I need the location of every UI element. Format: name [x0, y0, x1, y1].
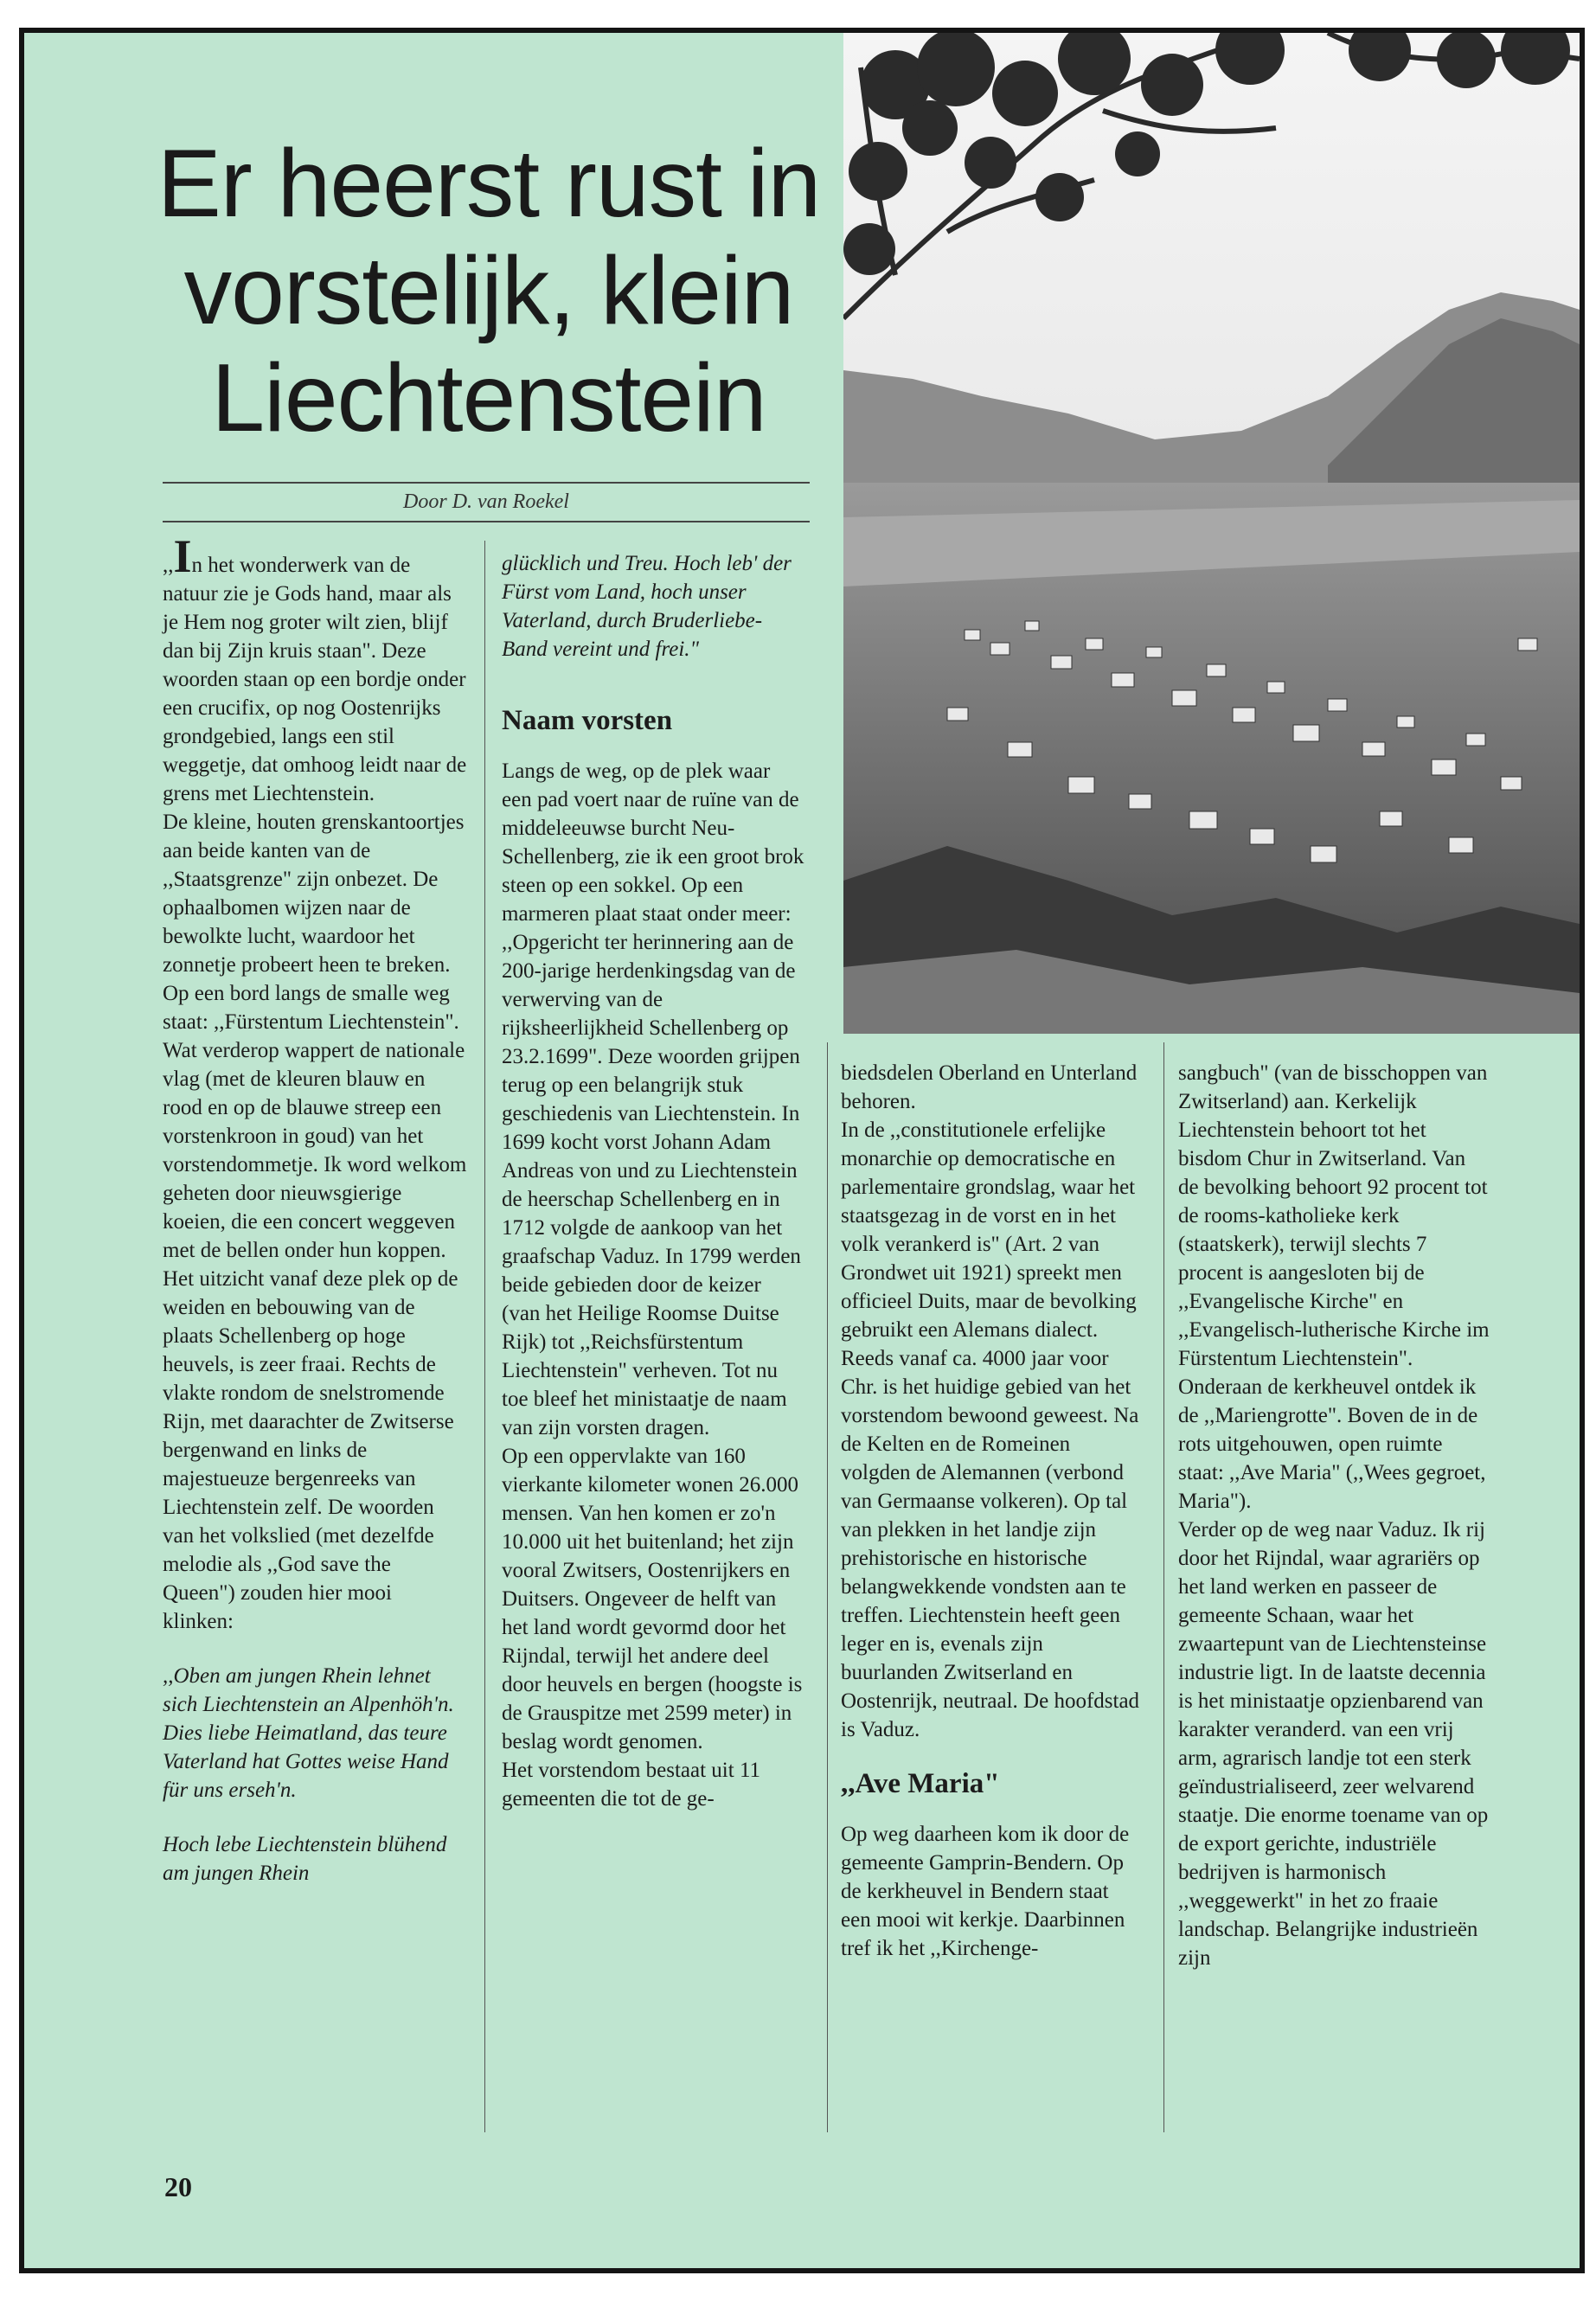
opening-quote: ,, [163, 554, 174, 577]
byline-rule-top [163, 482, 810, 484]
landscape-photo [843, 33, 1580, 1034]
paragraph: Op weg daarheen kom ik door de gemeente Gamprin-Bendern. Op de kerkheuvel in Bendern staat een mooi wit kerkje. Daarbinnen tref ik het ,,Kirchenge- [841, 1823, 1130, 1960]
anthem-verse: glücklich und Treu. Hoch leb' der Fürst vom Land, hoch unser Vaterland, durch Bruderliebe-Band vereint und frei." [502, 552, 792, 661]
section-heading: ,,Ave Maria" [841, 1768, 1000, 1799]
text-column-1 [163, 530, 467, 1888]
drop-cap: I [173, 530, 192, 582]
column-divider [827, 1042, 828, 2132]
byline: Door D. van Roekel [403, 490, 569, 513]
byline-rule-bottom [163, 521, 810, 522]
article-title: Er heerst rust in vorstelijk, klein Liechtenstein [157, 130, 821, 452]
section-heading: Naam vorsten [502, 705, 673, 736]
text-column-4 [1178, 1059, 1490, 1972]
page-number: 20 [164, 2171, 192, 2202]
paragraph: biedsdelen Oberland en Unterland behoren. [841, 1061, 1138, 1113]
paragraph: Verder op de weg naar Vaduz. Ik rij door het Rijndal, waar agrariërs op het land werken en passeer de gemeente Schaan, waar het zwaartepunt van de Liechtensteinse industrie ligt. In de laatste decennia is het ministaatje opzienbarend van karakter veranderd. van een vrij arm, agrarisch landje tot een sterk geïndustrialiseerd, zeer welvarend staatje. Die enorme toename van op de export gerichte, industriële bedrijven is harmonisch ,,weggewerkt" in het zo fraaie landschap. Belangrijke industrieën zijn [1178, 1518, 1489, 1970]
paragraph: Het vorstendom bestaat uit 11 gemeenten die tot de ge- [502, 1759, 761, 1811]
paragraph: De kleine, houten grenskantoortjes aan beide kanten van de ,,Staatsgrenze" zijn onbezet. De ophaalbomen wijzen naar de bewolkte lucht, waardoor het zonnetje probeert heen te breken. Op een bord langs de smalle weg staat: ,,Fürstentum Liechtenstein". Wat verderop wappert de nationale vlag (met de kleuren blauw en rood en op de blauwe streep een vorstenkroon in goud) van het vorstendommetje. Ik word welkom geheten door nieuwsgierige koeien, die een concert weggeven met de bellen onder hun koppen. Het uitzicht vanaf deze plek op de weiden en bebouwing van de plaats Schellenberg op hoge heuvels, is zeer fraai. Rechts de vlakte rondom de snelstromende Rijn, met daarachter de Zwitserse bergenwand en links de majestueuze bergenreeks van Liechtenstein zelf. De woorden van het volkslied (met dezelfde melodie als ,,God save the Queen") zouden hier mooi klinken: [163, 811, 467, 1633]
paragraph: Reeds vanaf ca. 4000 jaar voor Chr. is het huidige gebied van het vorstendom bewoond geweest. Na de Kelten en de Romeinen volgden de Alemannen (verbond van Germaanse volkeren). Op tal van plekken in het landje zijn prehistorische en historische belangwekkende vondsten aan te treffen. Liechtenstein heeft geen leger en is, evenals zijn buurlanden Zwitserland en Oostenrijk, neutraal. De hoofdstad is Vaduz. [841, 1347, 1140, 1741]
paragraph: Langs de weg, op de plek waar een pad voert naar de ruïne van de middeleeuwse burcht Neu-Schellenberg, zie ik een groot brok steen op een sokkel. Op een marmeren plaat staat onder meer: ,,Opgericht ter herinnering aan de 200-jarige herdenkingsdag van de verwerving van de rijksheerlijkheid Schellenberg op 23.2.1699". Deze woorden grijpen terug op een belangrijk stuk geschiedenis van Liechtenstein. In 1699 kocht vorst Johann Adam Andreas von und zu Liechtenstein de heerschap Schellenberg en in 1712 volgde de aankoop van het graafschap Vaduz. In 1799 werden beide gebieden door de keizer (van het Heilige Roomse Duitse Rijk) tot ,,Reichsfürstentum Liechtenstein" verheven. Tot nu toe bleef het ministaatje de naam van zijn vorsten dragen. [502, 760, 804, 1439]
anthem-verse: ,,Oben am jungen Rhein lehnet sich Liechtenstein an Alpenhöh'n. Dies liebe Heimatland, das teure Vaterland hat Gottes weise Hand für uns erseh'n. [163, 1664, 454, 1802]
landscape-photo-icon [843, 33, 1580, 1034]
text-column-3 [841, 1059, 1144, 1963]
column-divider [1163, 1042, 1164, 2132]
text-column-2 [502, 549, 804, 1813]
paragraph: In de ,,constitutionele erfelijke monarchie op democratische en parlementaire grondslag, waar het staatsgezag in de vorst en in het volk verankerd is" (Art. 2 van Grondwet uit 1921) spreekt men officieel Duits, maar de bevolking gebruikt een Alemans dialect. [841, 1118, 1137, 1342]
anthem-verse: Hoch lebe Liechtenstein blühend am jungen Rhein [163, 1833, 447, 1885]
paragraph: sangbuch" (van de bisschoppen van Zwitserland) aan. Kerkelijk Liechtenstein behoort tot het bisdom Chur in Zwitserland. Van de bevolking behoort 92 procent tot de rooms-katholieke kerk (staatskerk), terwijl slechts 7 procent is aangesloten bij de ,,Evangelische Kirche" en ,,Evangelisch-lutherische Kirche im Fürstentum Liechtenstein". Onderaan de kerkheuvel ontdek ik de ,,Mariengrotte". Boven de in de rots uitgehouwen, open ruimte staat: ,,Ave Maria" (,,Wees gegroet, Maria"). [1178, 1061, 1490, 1513]
paragraph: ,,In het wonderwerk van de natuur zie je Gods hand, maar als je Hem nog groter wilt zien, blijf dan bij Zijn kruis staan". Deze woorden staan op een bordje onder een crucifix, op nog Oostenrijks grondgebied, langs een stil weggetje, dat omhoog leidt naar de grens met Liechtenstein. [163, 530, 467, 805]
paragraph: Op een oppervlakte van 160 vierkante kilometer wonen 26.000 mensen. Van hen komen er zo'n 10.000 uit het buitenland; het zijn vooral Zwitsers, Oostenrijkers en Duitsers. Ongeveer de helft van het land wordt gevormd door het Rijndal, terwijl het andere deel door heuvels en bergen (hoogste is de Grauspitze met 2599 meter) in beslag wordt genomen. [502, 1445, 803, 1753]
column-divider [484, 541, 485, 2132]
